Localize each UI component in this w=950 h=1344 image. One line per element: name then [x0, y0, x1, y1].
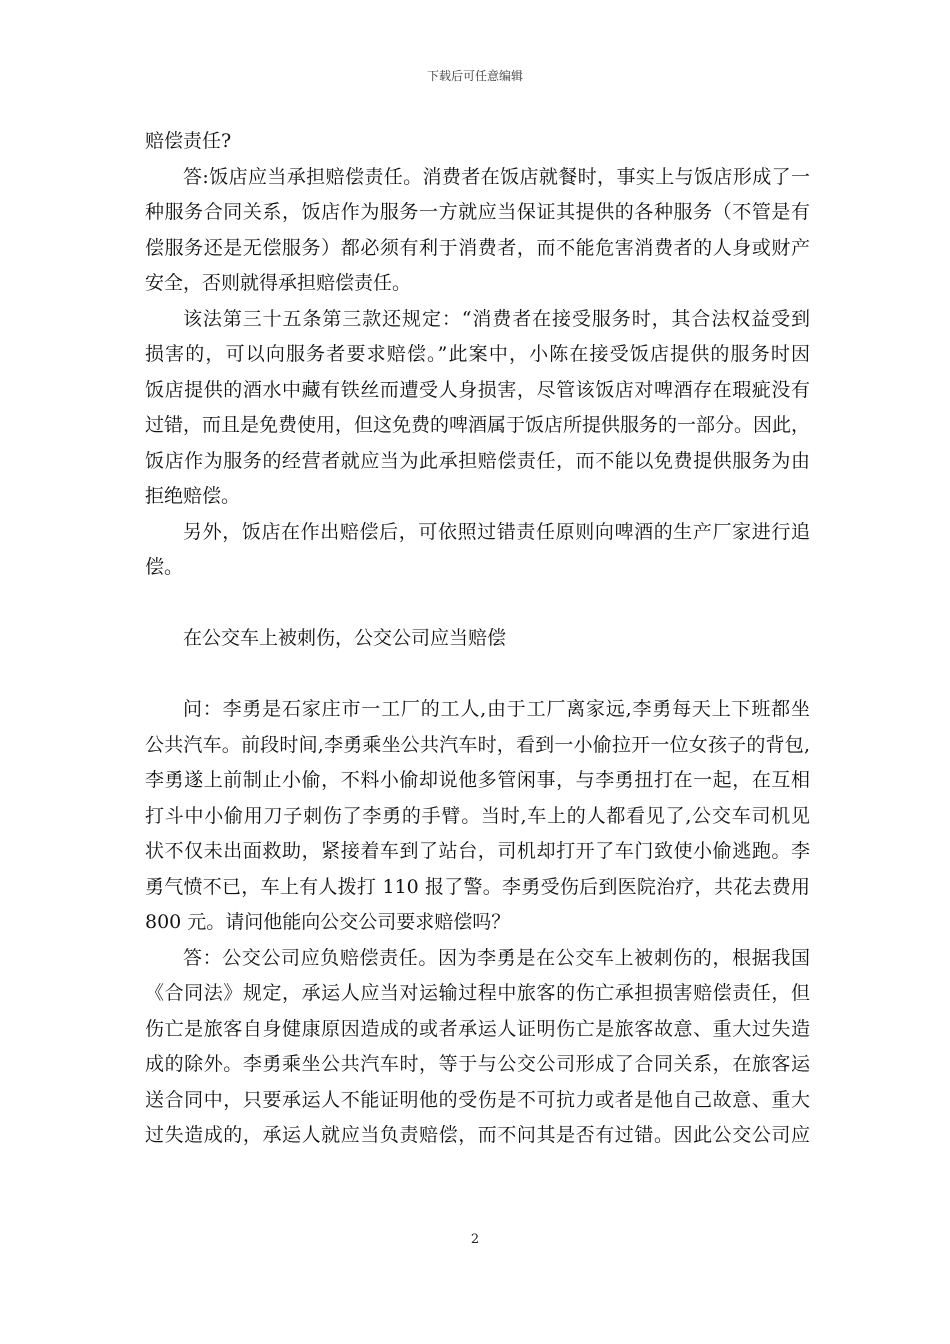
text-line: 饭店作为服务的经营者就应当为此承担赔偿责任，而不能以免费提供服务为由 [145, 449, 810, 472]
section-heading: 在公交车上被刺伤，公交公司应当赔偿 [183, 627, 507, 649]
text-line: 状不仅未出面救助，紧接着车到了站台，司机却打开了车门致使小偷逃跑。李 [145, 840, 810, 862]
document-body [145, 124, 810, 1154]
page-number: 2 [470, 1232, 480, 1247]
text-line: 《合同法》规定，承运人应当对运输过程中旅客的伤亡承担损害赔偿责任，但 [145, 982, 810, 1004]
text-line: 送合同中，只要承运人不能证明他的受伤是不可抗力或者是他自己故意、重大 [145, 1088, 810, 1111]
text-line: 答:饭店应当承担赔偿责任。消费者在饭店就餐时，事实上与饭店形成了一 [183, 165, 810, 188]
text-line: 成的除外。李勇乘坐公共汽车时，等于与公交公司形成了合同关系，在旅客运 [145, 1053, 810, 1075]
text-line: 拒绝赔偿。 [145, 485, 241, 507]
text-line: 该法第三十五条第三款还规定：“消费者在接受服务时，其合法权益受到 [183, 307, 810, 330]
text-line: 答：公交公司应负赔偿责任。因为李勇是在公交车上被刺伤的，根据我国 [183, 946, 810, 969]
text-line: 800 元。请问他能向公交公司要求赔偿吗？ [145, 911, 511, 933]
text-line: 勇气愤不已，车上有人拨打 110 报了警。李勇受伤后到医院治疗，共花去费用 [145, 875, 810, 898]
text-line: 赔偿责任? [145, 130, 232, 152]
blank-line [145, 586, 810, 622]
page-header: 下载后可任意编辑 [426, 69, 523, 83]
text-line: 偿服务还是无偿服务）都必须有利于消费者，而不能危害消费者的人身或财产 [145, 236, 810, 259]
text-line: 问：李勇是石家庄市一工厂的工人,由于工厂离家远,李勇每天上下班都坐 [183, 698, 810, 720]
text-line: 公共汽车。前段时间,李勇乘坐公共汽车时，看到一小偷拉开一位女孩子的背包, [145, 733, 810, 756]
text-line: 另外，饭店在作出赔偿后，可依照过错责任原则向啤酒的生产厂家进行追 [183, 520, 810, 543]
text-line: 饭店提供的酒水中藏有铁丝而遭受人身损害，尽管该饭店对啤酒存在瑕疵没有 [145, 378, 810, 401]
text-line: 伤亡是旅客自身健康原因造成的或者承运人证明伤亡是旅客故意、重大过失造 [145, 1017, 810, 1040]
text-line: 安全，否则就得承担赔偿责任。 [145, 272, 412, 294]
text-line: 李勇遂上前制止小偷，不料小偷却说他多管闲事，与李勇扭打在一起，在互相 [145, 769, 810, 791]
blank-line [145, 657, 810, 693]
text-line: 种服务合同关系，饭店作为服务一方就应当保证其提供的各种服务（不管是有 [145, 201, 810, 223]
text-line: 打斗中小偷用刀子刺伤了李勇的手臂。当时,车上的人都看见了,公交车司机见 [145, 804, 810, 827]
text-line: 偿。 [145, 556, 184, 578]
text-line: 过失造成的，承运人就应当负责赔偿，而不问其是否有过错。因此公交公司应 [145, 1124, 810, 1146]
text-line: 损害的，可以向服务者要求赔偿。”此案中，小陈在接受饭店提供的服务时因 [145, 343, 810, 365]
text-line: 过错，而且是免费使用，但这免费的啤酒属于饭店所提供服务的一部分。因此， [145, 414, 811, 436]
